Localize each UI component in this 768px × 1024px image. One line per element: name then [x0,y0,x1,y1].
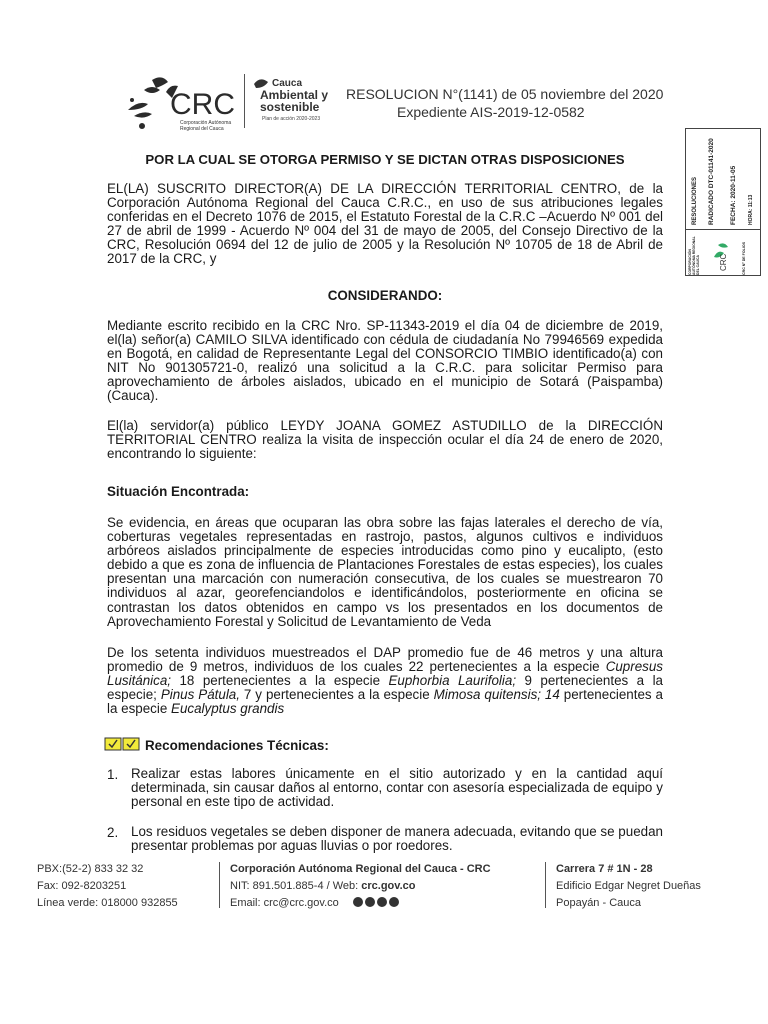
footer-pbx: PBX:(52-2) 833 32 32 [37,863,144,875]
cauca-logo-line-1: Cauca [272,78,303,89]
stamp-hora: HORA: 11:13 [748,194,754,225]
stamp-crc-text: CRC [719,253,728,271]
radicado-stamp [685,128,761,276]
footer-divider-1 [219,862,220,908]
resolution-number: RESOLUCION N°(1141) de 05 noviembre del 2020 [346,86,664,102]
paragraph-visita: El(la) servidor(a) público LEYDY JOANA GOMEZ ASTUDILLO de la DIRECCIÓN TERRITORIAL CENTRO realiza la visita de inspección ocular el día 24 de enero de 2020, encontrando lo siguiente: [107,418,663,462]
footer-email-row [230,895,401,912]
list-item-1: Realizar estas labores únicamente en el sitio autorizado y en la cantidad aquí determinada, sin causar daños al entorno, contar con asesoría especializada de equipo y personal en este tipo de actividad. [131,766,663,810]
footer-email-link[interactable]: crc@crc.gov.co [263,897,339,909]
stamp-crc-icon [708,233,738,273]
footer-fax: Fax: 092-8203251 [37,880,127,892]
muestreo-text-5: pertenecientes a la especie [107,687,664,717]
list-number-2: 2. [107,825,119,840]
crc-logo-text: CRC [170,88,235,121]
footer-nit: NIT: 891.501.885-4 / Web: [230,880,362,892]
stamp-radicado: RADICADO DTC-01141-2020 [708,138,715,225]
paragraph-muestreo [107,646,663,716]
stamp-divider [686,229,760,230]
logo-divider [244,74,245,128]
considerando-heading: CONSIDERANDO: [327,288,443,303]
paragraph-solicitud: Mediante escrito recibido en la CRC Nro. SP-11343-2019 el día 04 de diciembre de 2019, el(la) señor(a) CAMILO SILVA identificado con cédula de ciudadanía No 79946569 expedida en Bogotá, en calidad de Representante Legal del CONSORCIO TIMBIO identificado(a) con NIT No 901305721-0, realizó una solicitud a la C.R.C. para solicitar Permiso para aprovechamiento de árboles aislados, ubicado en el municipio de Sotará (Paispamba) (Cauca). [107,318,663,404]
instagram-icon[interactable] [377,897,387,907]
facebook-icon[interactable] [353,897,363,907]
paragraph-situacion: Se evidencia, en áreas que ocuparan las obra sobre las fajas laterales el derecho de vía, coberturas vegetales representadas en rastrojo, pastos, algunos cultivos e individuos arbóreos aislados principalmente de especies introducidas como pino y eucalipto, (esto debido a que es zona de influencia de Plantaciones Forestales de estas especies), los cuales presentan una marcación con numeración consecutiva, de los cuales se muestrearon 70 individuos al azar, georefenciandolos e identificándolos, posteriormente en oficina se contrastan los datos obtenidos en campo vs los presentados en los documentos de Aprovechamiento Forestal y Solicitud de Levantamiento de Veda [107,515,663,629]
muestreo-text-1: De los setenta individuos muestreados el DAP promedio fue de 46 metros y una altura promedio de 9 metros, individuos de los cuales 22 pertenecientes a la especie [107,645,663,675]
cauca-ambiental-logo [250,70,342,130]
muestreo-text-2: 18 pertenecientes a la especie [171,673,389,689]
footer-org-name: Corporación Autónoma Regional del Cauca - CRC [230,863,491,875]
twitter-icon[interactable] [365,897,375,907]
muestreo-text-4: 7 y pertenecientes a la especie [239,687,434,703]
species-mimosa: Mimosa quitensis; 14 [433,687,560,703]
list-item-2: Los residuos vegetales se deben disponer de manera adecuada, evitando que se puedan presentar problemas por aguas lluvias o por roedores. [131,824,663,854]
crc-logo [122,70,242,136]
stamp-resoluciones: RESOLUCIONES [692,176,698,225]
crc-logo-sub-2: Regional del Cauca [180,126,224,132]
species-eucalyptus: Eucalyptus grandis [171,701,285,717]
species-pinus: Pinus Pátula, [160,687,240,703]
footer-address-2: Edificio Edgar Negret Dueñas [556,880,701,892]
situacion-heading: Situación Encontrada: [107,484,250,499]
intro-paragraph: EL(LA) SUSCRITO DIRECTOR(A) DE LA DIRECCIÓN TERRITORIAL CENTRO, de la Corporación Autónoma Regional del Cauca C.R.C., en uso de sus atribuciones legales conferidas en el Decreto 1076 de 2015, el Estatuto Forestal de la C.R.C –Acuerdo Nº 001 del 27 de abril de 1999 - Acuerdo Nº 004 del 31 de mayo de 2005, del Consejo Directivo de la CRC, Resolución 0694 del 12 de julio de 2005 y la Resolución Nº 10705 de 18 de Abril de 2017 de la CRC, y [107,181,663,267]
footer-linea-verde: Línea verde: 018000 932855 [37,897,178,909]
stamp-foot-note: CRC Nº DE FOLIOS [742,241,746,275]
footer-address-3: Popayán - Cauca [556,897,641,909]
footer-web-link[interactable]: crc.gov.co [361,880,416,892]
cauca-logo-line-3: sostenible [260,100,320,114]
crc-logo-sub-1: Corporación Autónoma [180,120,232,126]
muestreo-text-3: 9 pertenecientes a la especie; [107,673,663,703]
footer-email-label: Email: [230,897,264,909]
expediente-number: Expediente AIS-2019-12-0582 [397,104,585,120]
stamp-fecha: FECHA: 2020-11-05 [730,165,737,225]
footer-divider-2 [545,862,546,908]
species-cupresus: Cupresus Lusitánica; [107,659,663,689]
recomendaciones-heading: Recomendaciones Técnicas: [145,738,329,753]
recommendation-icons [104,737,142,751]
document-title: POR LA CUAL SE OTORGA PERMISO Y SE DICTAN OTRAS DISPOSICIONES [145,152,625,167]
footer-address-1: Carrera 7 # 1N - 28 [556,863,653,875]
cauca-logo-line-2: Ambiental y [260,88,329,102]
footer-nit-web [230,878,415,895]
species-euphorbia: Euphorbia Laurifolia; [388,673,517,689]
stamp-org-line: CORPORACIÓN AUTÓNOMA REGIONAL DEL CAUCA [688,236,700,275]
list-number-1: 1. [107,767,119,782]
youtube-icon[interactable] [389,897,399,907]
cauca-logo-line-4: Plan de acción 2020-2023 [262,116,321,122]
